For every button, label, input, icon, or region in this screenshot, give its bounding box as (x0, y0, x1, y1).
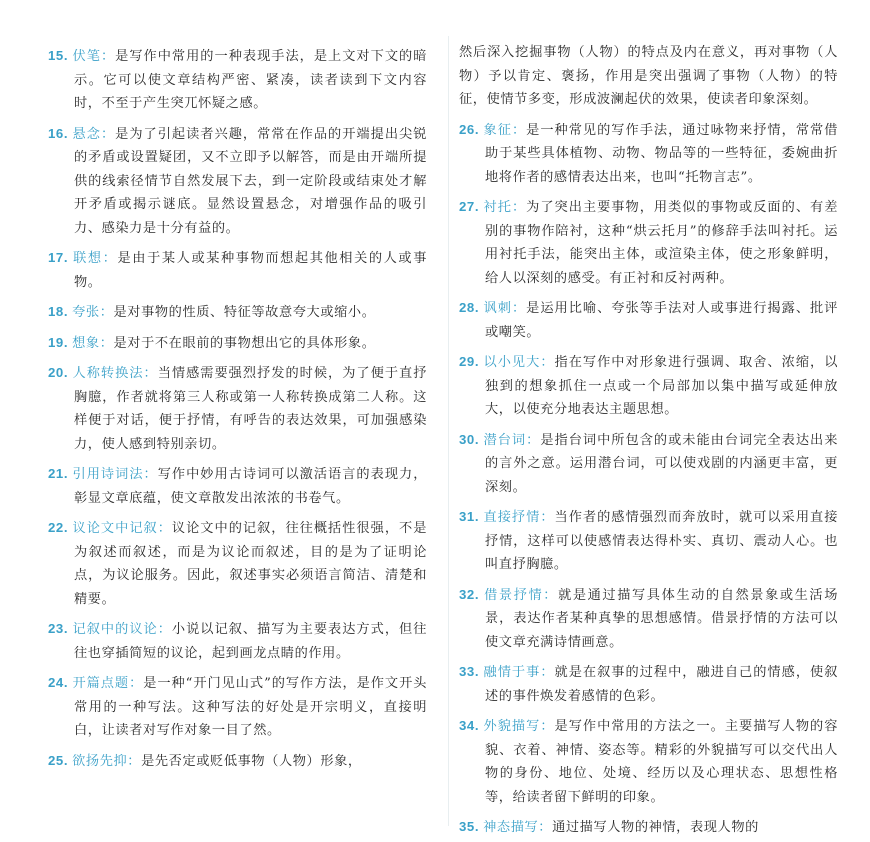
term-entry (459, 660, 838, 708)
entry-definition: 为了突出主要事物，用类似的事物或反面的、有差别的事物作陪衬，这种“烘云托月”的修辞手法叫衬托。运用衬托手法，能突出主体，或渲染主体，使之形象鲜明，给人以深刻的感受。有正衬和反衬两种。 (485, 200, 838, 286)
term-entry (459, 118, 838, 190)
entry-colon: ： (143, 366, 158, 381)
entry-term: 想象 (72, 335, 100, 351)
entry-term: 融情于事 (483, 665, 541, 680)
term-entry (48, 300, 427, 325)
entry-number: 28. (459, 300, 480, 315)
term-entry (459, 505, 838, 577)
entry-definition: 是指台词中所包含的或未能由台词完全表达出来的言外之意。运用潜台词，可以使戏剧的内涵更丰富，更深刻。 (485, 432, 838, 495)
entry-number: 33. (459, 664, 480, 679)
entry-number: 35. (459, 819, 480, 834)
entry-term: 引用诗词法 (72, 467, 144, 482)
term-entry (48, 516, 427, 611)
term-entry (48, 749, 427, 774)
entry-term: 联想 (72, 251, 103, 266)
entry-term: 欲扬先抑 (72, 753, 128, 769)
entry-definition: 当作者的感情强烈而奔放时，就可以采用直接抒情，这样可以使感情表达得朴实、真切、震动人心。也叫直抒胸臆。 (485, 510, 838, 572)
entry-number: 27. (459, 199, 480, 214)
entry-definition: 小说以记叙、描写为主要表达方式，但往往也穿插简短的议论，起到画龙点睛的作用。 (74, 622, 427, 661)
entry-colon: ： (100, 49, 116, 64)
entry-definition: 就是通过描写具体生动的自然景象或生活场景，表达作者某种真挚的思想感情。借景抒情的方法可以使文章充满诗情画意。 (485, 587, 838, 650)
entry-colon: ： (540, 719, 555, 734)
term-entry (459, 350, 838, 422)
entry-term: 神态描写 (483, 820, 539, 835)
entry-definition: 就是在叙事的过程中，融进自己的情感，使叙述的事件焕发着感情的色彩。 (485, 665, 838, 704)
entry-term: 人称转换法 (72, 366, 144, 381)
entry-colon: ： (157, 521, 172, 536)
entry-definition: 是为了引起读者兴趣，常常在作品的开端提出尖锐的矛盾或设置疑团，又不立即予以解答，而是由开端所提供的线索径情节自然发展下去，到一定阶段或结束处才解开矛盾或揭示谜底。显然设置悬念，对增强作品的吸引力、感染力是十分有益的。 (74, 126, 427, 236)
entry-definition: 是先否定或贬低事物（人物）形象， (141, 753, 362, 769)
term-entry (48, 44, 427, 116)
entry-definition: 是一种“开门见山式”的写作方法，是作文开头常用的一种写法。这种写法的好处是开宗明义，直接明白，让读者对写作对象一目了然。 (74, 676, 427, 738)
term-entry (459, 714, 838, 809)
term-entry (48, 361, 427, 456)
entry-term: 讽刺 (483, 301, 512, 316)
continued-text (459, 41, 838, 112)
entry-term: 开篇点题 (72, 676, 130, 691)
entry-colon: ： (100, 126, 116, 142)
entry-colon: ： (511, 200, 527, 215)
entry-number: 32. (459, 586, 480, 602)
entry-number: 19. (48, 334, 69, 350)
column-divider (448, 36, 449, 826)
right-entries (459, 118, 838, 840)
term-entry (459, 428, 838, 500)
entry-definition: 议论文中的记叙，往往概括性很强，不是为叙述而叙述，而是为议论而叙述，目的是为了证明论点，为议论服务。因此，叙述事实必须语言简洁、清楚和精要。 (74, 521, 427, 607)
term-entry (459, 815, 838, 840)
entry-term: 夸张 (72, 305, 100, 320)
entry-term: 以小见大 (483, 355, 541, 370)
entry-number: 29. (459, 354, 480, 369)
entry-term: 外貌描写 (483, 719, 541, 734)
entry-definition: 是写作中常用的一种表现手法，是上文对下文的暗示。它可以使文章结构严密、紧凑，读者读到下文内容时，不至于产生突兀怀疑之感。 (74, 49, 427, 111)
entry-number: 34. (459, 718, 480, 733)
entry-term: 借景抒情 (483, 587, 544, 603)
entry-definition: 是运用比喻、夸张等手法对人或事进行揭露、批评或嘲笑。 (485, 301, 838, 340)
entry-term: 潜台词 (483, 432, 527, 448)
left-column (48, 44, 445, 842)
entry-colon: ： (540, 510, 555, 525)
entry-number: 26. (459, 121, 480, 137)
entry-number: 24. (48, 675, 69, 690)
entry-definition: 是对于不在眼前的事物想出它的具体形象。 (113, 335, 376, 351)
entry-colon: ： (99, 335, 114, 351)
entry-colon: ： (99, 305, 114, 320)
entry-colon: ： (543, 587, 559, 603)
entry-term: 议论文中记叙 (72, 521, 158, 536)
entry-number: 15. (48, 48, 69, 63)
entry-number: 23. (48, 621, 69, 636)
entry-number: 22. (48, 520, 69, 535)
term-entry (48, 331, 427, 356)
entry-number: 30. (459, 431, 480, 447)
entry-colon: ： (143, 467, 158, 482)
entry-term: 象征 (483, 122, 512, 138)
entry-colon: ： (540, 665, 555, 680)
entry-25-continuation: 然后深入挖掘事物（人物）的特点及内在意义，再对事物（人物）予以肯定、褒扬，作用是突出强调了事物（人物）的特征，使情节多变，形成波澜起伏的效果，使读者印象深刻。 (459, 45, 838, 107)
term-entry (48, 462, 427, 510)
entry-colon: ： (538, 820, 553, 835)
entry-colon: ： (157, 622, 172, 637)
term-entry (48, 617, 427, 665)
term-entry (459, 583, 838, 655)
entry-colon: ： (511, 301, 527, 316)
entry-definition: 指在写作中对形象进行强调、取舍、浓缩，以独到的想象抓住一点或一个局部加以集中描写或延伸放大，以使充分地表达主题思想。 (485, 355, 838, 417)
entry-number: 21. (48, 466, 69, 481)
entry-definition: 写作中妙用古诗词可以激活语言的表现力，彰显文章底蕴，使文章散发出浓浓的书卷气。 (74, 467, 427, 506)
entry-colon: ： (540, 355, 555, 370)
entry-definition: 是一种常见的写作手法，通过咏物来抒情，常常借助于某些具体植物、动物、物品等的一些特征，委婉曲折地将作者的感情表达出来，也叫“托物言志”。 (485, 122, 838, 185)
entry-term: 悬念 (72, 126, 101, 142)
term-entry (48, 122, 427, 241)
entry-definition: 当情感需要强烈抒发的时候，为了便于直抒胸臆，作者就将第三人称或第一人称转换成第二人称。这样便于对话，便于抒情，有呼告的表达效果，可加强感染力，使人感到特别亲切。 (74, 366, 427, 452)
entry-colon: ： (526, 432, 541, 448)
entry-colon: ： (129, 676, 144, 691)
entry-term: 直接抒情 (483, 510, 541, 525)
entry-number: 25. (48, 752, 69, 768)
term-entry (48, 671, 427, 743)
entry-number: 18. (48, 304, 69, 319)
entry-definition: 是对事物的性质、特征等故意夸大或缩小。 (113, 305, 376, 320)
entry-number: 17. (48, 250, 69, 265)
entry-definition: 是由于某人或某种事物而想起其他相关的人或事物。 (74, 251, 427, 290)
entry-term: 衬托 (483, 200, 512, 215)
entry-colon: ： (127, 753, 142, 769)
entry-number: 20. (48, 365, 69, 380)
right-column (445, 44, 838, 842)
entry-colon: ： (102, 251, 118, 266)
entry-term: 记叙中的议论 (72, 622, 158, 637)
entry-definition: 是写作中常用的方法之一。主要描写人物的容貌、衣着、神情、姿态等。精彩的外貌描写可以交代出人物的身份、地位、处境、经历以及心理状态、思想性格等，给读者留下鲜明的印象。 (485, 719, 838, 805)
entry-term: 伏笔 (72, 49, 101, 64)
entry-colon: ： (511, 122, 527, 138)
term-entry (48, 246, 427, 294)
term-entry (459, 296, 838, 344)
entry-definition: 通过描写人物的神情，表现人物的 (552, 820, 759, 835)
entry-number: 16. (48, 125, 69, 141)
entry-number: 31. (459, 509, 480, 524)
term-entry (459, 195, 838, 290)
